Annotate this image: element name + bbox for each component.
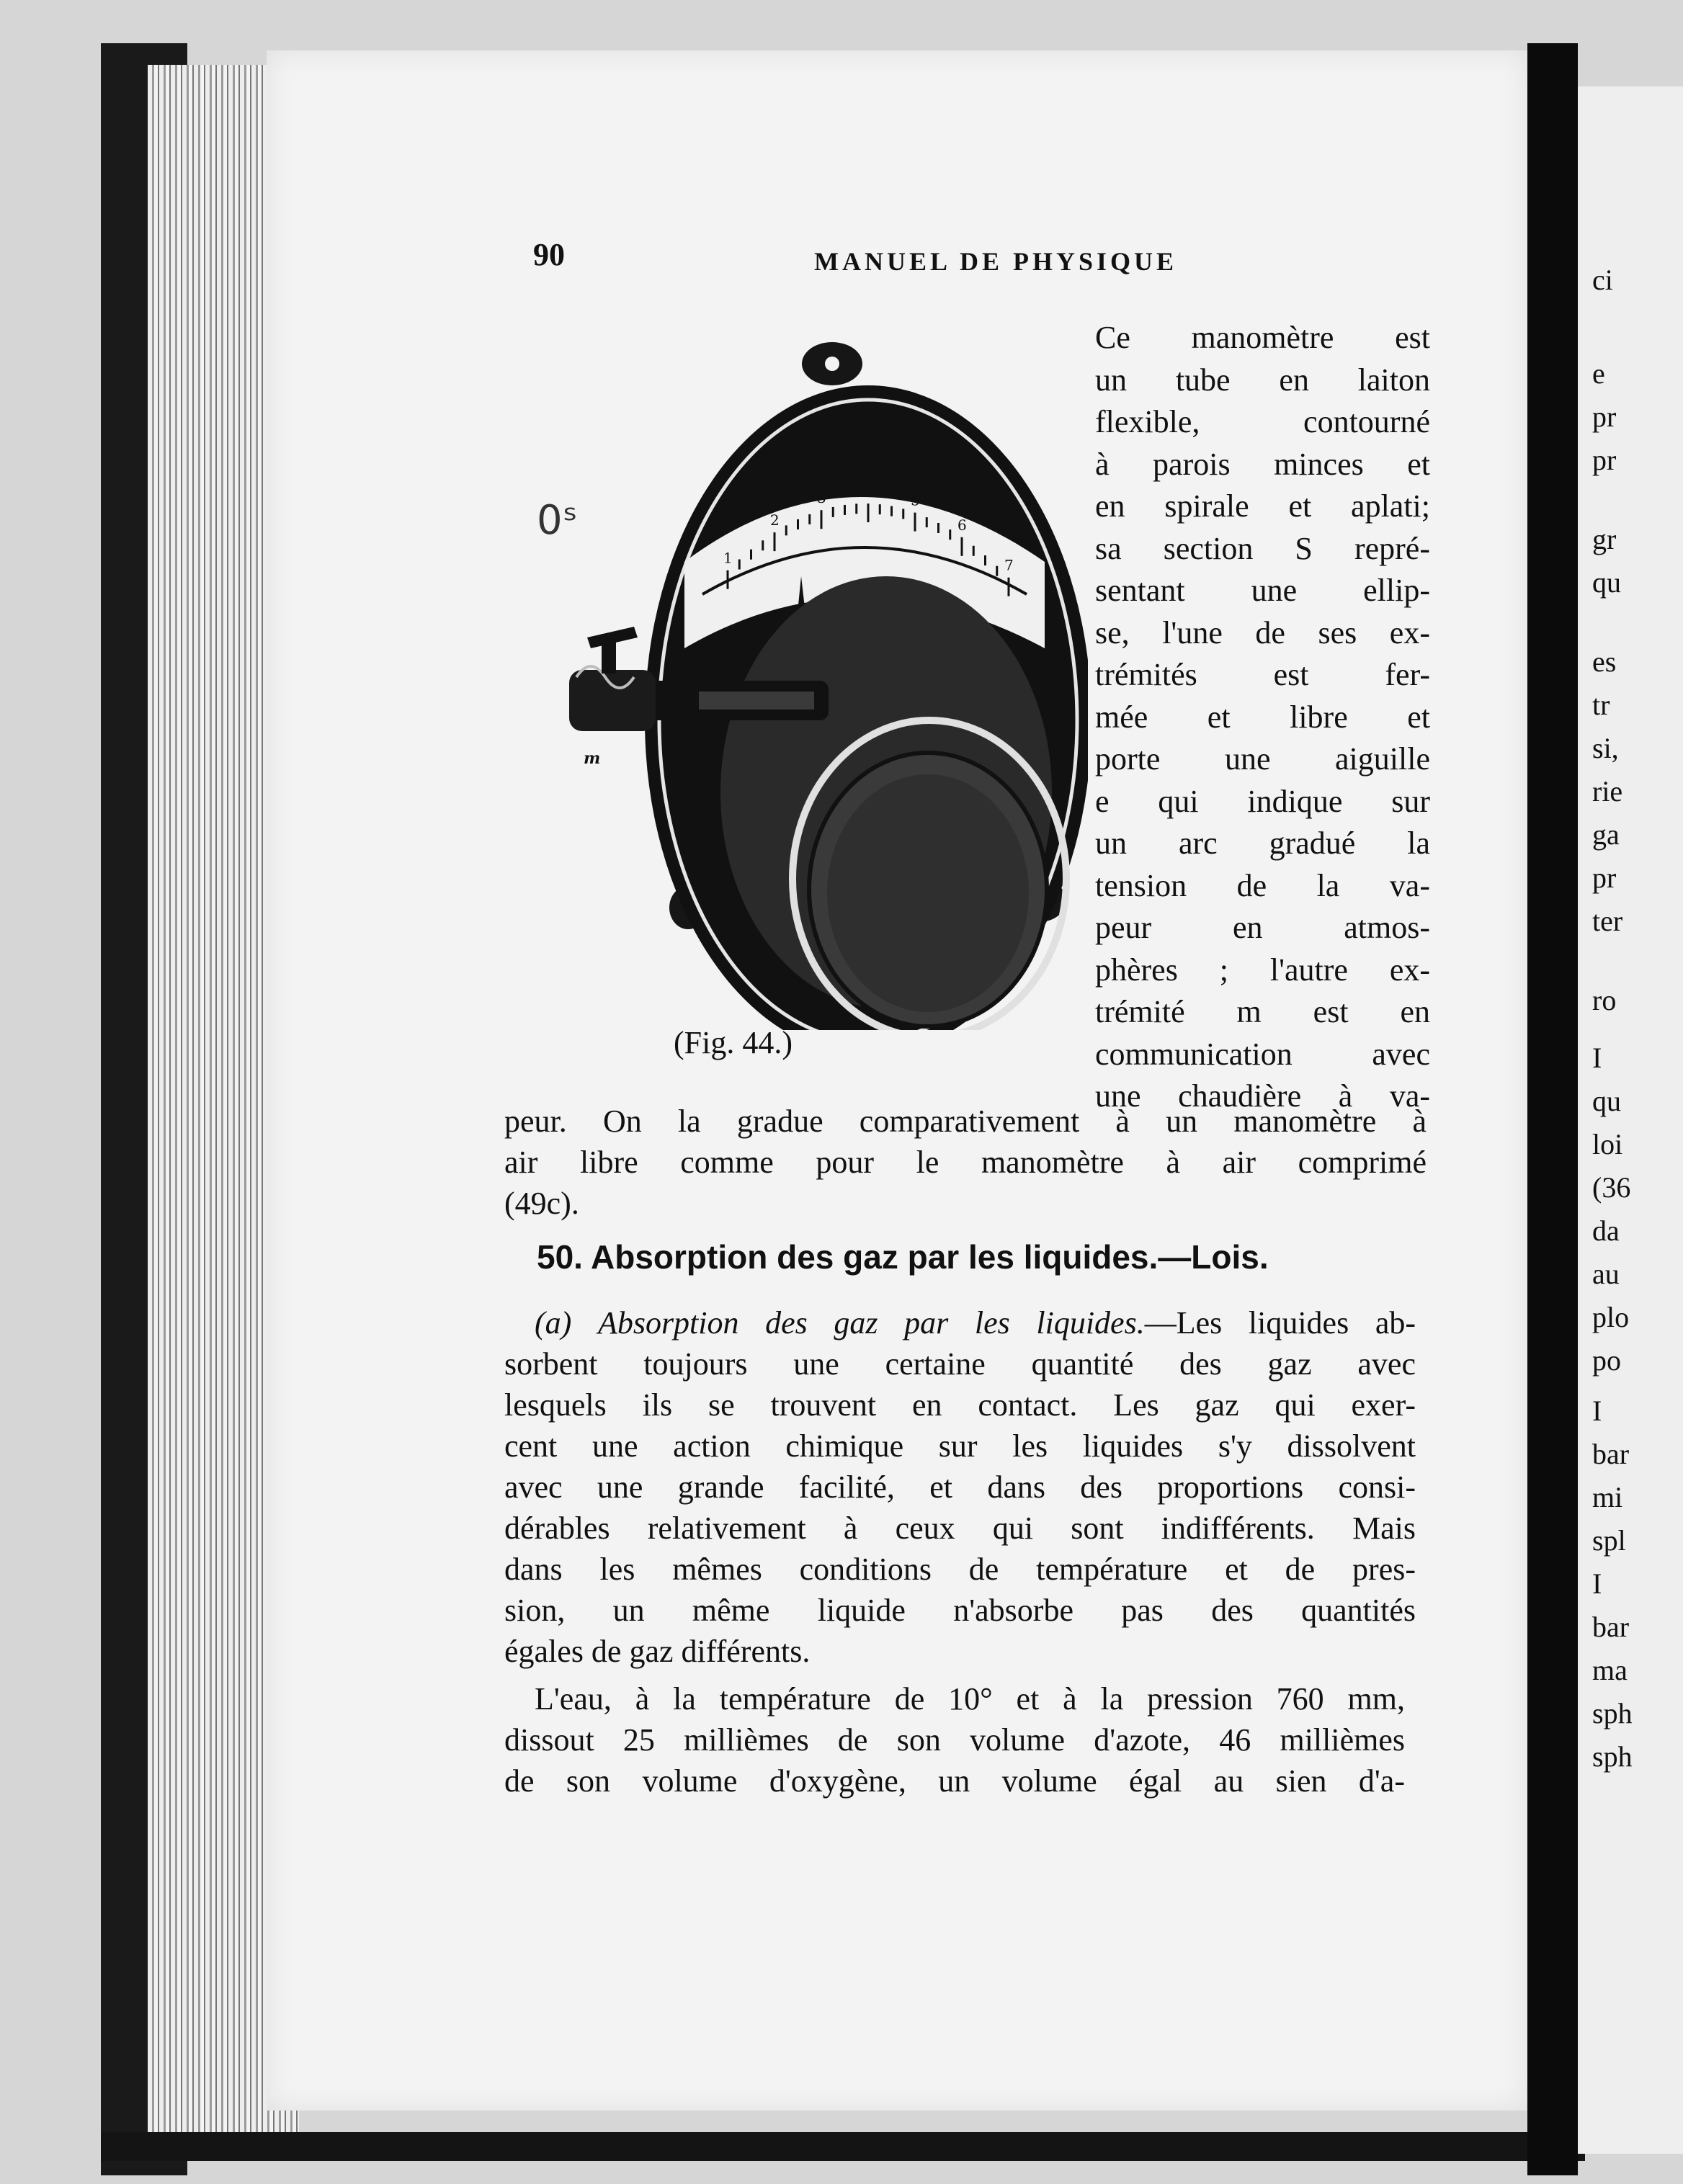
side-text-line: tension de la va- — [1095, 867, 1430, 903]
paragraph-a-line: égales de gaz différents. — [504, 1634, 811, 1669]
paragraph-a-line: dérables relativement à ceux qui sont indifférents. Mais — [504, 1511, 1416, 1546]
side-text-line: un tube en laiton — [1095, 362, 1430, 398]
side-text-line: trémité m est en — [1095, 994, 1430, 1029]
paragraph-a-first-rest: —Les liquides ab- — [1144, 1305, 1416, 1341]
right-page-fragment-line: I — [1592, 1042, 1602, 1074]
right-page-fragment-line: bar — [1592, 1438, 1630, 1470]
right-page-fragment-line: es — [1592, 645, 1617, 678]
paragraph-a-label: (a) — [535, 1305, 572, 1341]
side-text-line: trémités est fer- — [1095, 657, 1430, 692]
side-text-line: flexible, contourné — [1095, 404, 1430, 439]
tube-end-label: m — [584, 749, 601, 768]
paragraph-b-line: de son volume d'oxygène, un volume égal au sien d'a- — [504, 1763, 1405, 1799]
paragraph-b — [504, 1678, 1405, 1802]
section-heading — [537, 1238, 1269, 1276]
right-page-fragment-line: au — [1592, 1258, 1620, 1290]
side-text-line: en spirale et aplati; — [1095, 488, 1430, 524]
right-page-fragment-line: I — [1592, 1567, 1602, 1600]
side-text-line: un arc gradué la — [1095, 825, 1430, 861]
right-page-fragment-line: sph — [1592, 1740, 1633, 1773]
paragraph-a-lines — [504, 1343, 1416, 1672]
gauge-tick-label: 6 — [957, 516, 967, 534]
paragraph-a-line: avec une grande facilité, et dans des proportions consi- — [504, 1469, 1416, 1505]
right-page-fragment-line: mi — [1592, 1481, 1623, 1513]
running-title: MANUEL DE PHYSIQUE — [814, 247, 1178, 276]
continuation-paragraph — [504, 1101, 1427, 1224]
section-title: Absorption des gaz par les liquides.—Lois. — [591, 1238, 1269, 1276]
side-text-line: phères ; l'autre ex- — [1095, 952, 1430, 988]
right-page-fragment-line: ci — [1592, 264, 1613, 296]
right-page-fragment-line: ga — [1592, 818, 1620, 851]
right-page-fragment-line: po — [1592, 1344, 1621, 1377]
figure-caption: (Fig. 44.) — [674, 1025, 793, 1060]
right-page-fragment-line: bar — [1592, 1611, 1630, 1643]
paragraph-a-line: dans les mêmes conditions de température et de pres- — [504, 1552, 1416, 1587]
gauge-tick-label: 5 — [911, 491, 920, 509]
paragraph-a-line: lesquels ils se trouvent en contact. Les gaz qui exer- — [504, 1387, 1416, 1423]
right-page-fragment-line: sph — [1592, 1697, 1633, 1729]
side-text-line: sentant une ellip- — [1095, 573, 1430, 608]
side-text-line: peur en atmos- — [1095, 910, 1430, 945]
right-page-fragment-line: loi — [1592, 1128, 1623, 1160]
right-page-fragment-line: I — [1592, 1395, 1602, 1427]
section-number: 50. — [537, 1238, 583, 1276]
right-page-fragment-line: gr — [1592, 523, 1617, 555]
right-page-fragment-line: spl — [1592, 1524, 1626, 1557]
right-page-fragment-line: rie — [1592, 775, 1623, 807]
page-number: 90 — [533, 237, 565, 272]
side-text-line: communication avec — [1095, 1036, 1430, 1072]
paragraph-a-italic-title: Absorption des gaz par les liquides. — [597, 1305, 1145, 1341]
paragraph-b-line: L'eau, à la température de 10° et à la pression 760 mm, — [535, 1681, 1405, 1717]
right-page-fragment-line: ter — [1592, 905, 1623, 937]
continuation-line: (49c). — [504, 1186, 579, 1221]
handwritten-mark: 0ˢ — [537, 497, 578, 544]
side-text-line: e qui indique sur — [1095, 783, 1430, 819]
gauge-tick-label: 3 — [817, 489, 826, 507]
side-text-line: mée et libre et — [1095, 699, 1430, 735]
paragraph-a — [504, 1302, 1416, 1672]
bottom-band — [101, 2132, 1585, 2161]
paragraph-a-first-line — [504, 1302, 1416, 1343]
gauge-tick-label: 1 — [723, 549, 733, 567]
paragraph-b-line: dissout 25 millièmes de son volume d'azote, 46 millièmes — [504, 1722, 1405, 1758]
side-text-line: porte une aiguille — [1095, 741, 1430, 777]
side-text-line: Ce manomètre est — [1095, 320, 1430, 355]
right-page-fragment-line: tr — [1592, 689, 1610, 721]
right-page-fragment-line: qu — [1592, 1085, 1621, 1117]
right-page-fragment-line: qu — [1592, 566, 1621, 599]
gauge-tick-label: 7 — [1004, 556, 1014, 574]
continuation-line: peur. On la gradue comparativement à un manomètre à — [504, 1104, 1427, 1139]
side-text-line: à parois minces et — [1095, 446, 1430, 482]
right-page-fragment-line: pr — [1592, 400, 1617, 433]
right-page-fragment-line: ma — [1592, 1654, 1628, 1686]
right-page-fragment — [1578, 86, 1683, 2154]
side-text-line: sa section S repré- — [1095, 530, 1430, 566]
right-page-fragment-line: si, — [1592, 732, 1619, 764]
paragraph-a-line: cent une action chimique sur les liquides s'y dissolvent — [504, 1428, 1416, 1464]
right-page-fragment-line: plo — [1592, 1301, 1630, 1333]
page-gutter — [1527, 43, 1578, 2175]
right-page-fragment-line: pr — [1592, 444, 1617, 476]
manometer-figure — [548, 331, 1088, 1030]
right-page-fragment-line: ro — [1592, 984, 1617, 1016]
paragraph-a-line: sion, un même liquide n'absorbe pas des quantités — [504, 1593, 1416, 1628]
right-page-fragment-line: da — [1592, 1214, 1620, 1247]
side-text-line: une chaudière à va- — [1095, 1078, 1430, 1114]
gauge-tick-label: 4 — [864, 483, 873, 501]
right-page-fragment-line: (36 — [1592, 1171, 1631, 1204]
right-page-fragment-line: pr — [1592, 861, 1617, 894]
side-text-line: se, l'une de ses ex- — [1095, 614, 1430, 650]
side-text-column — [1095, 317, 1430, 1118]
continuation-line: air libre comme pour le manomètre à air comprimé — [504, 1145, 1427, 1180]
gauge-tick-label: 2 — [770, 511, 780, 529]
paragraph-a-line: sorbent toujours une certaine quantité des gaz avec — [504, 1346, 1416, 1382]
right-page-fragment-line: e — [1592, 357, 1605, 390]
